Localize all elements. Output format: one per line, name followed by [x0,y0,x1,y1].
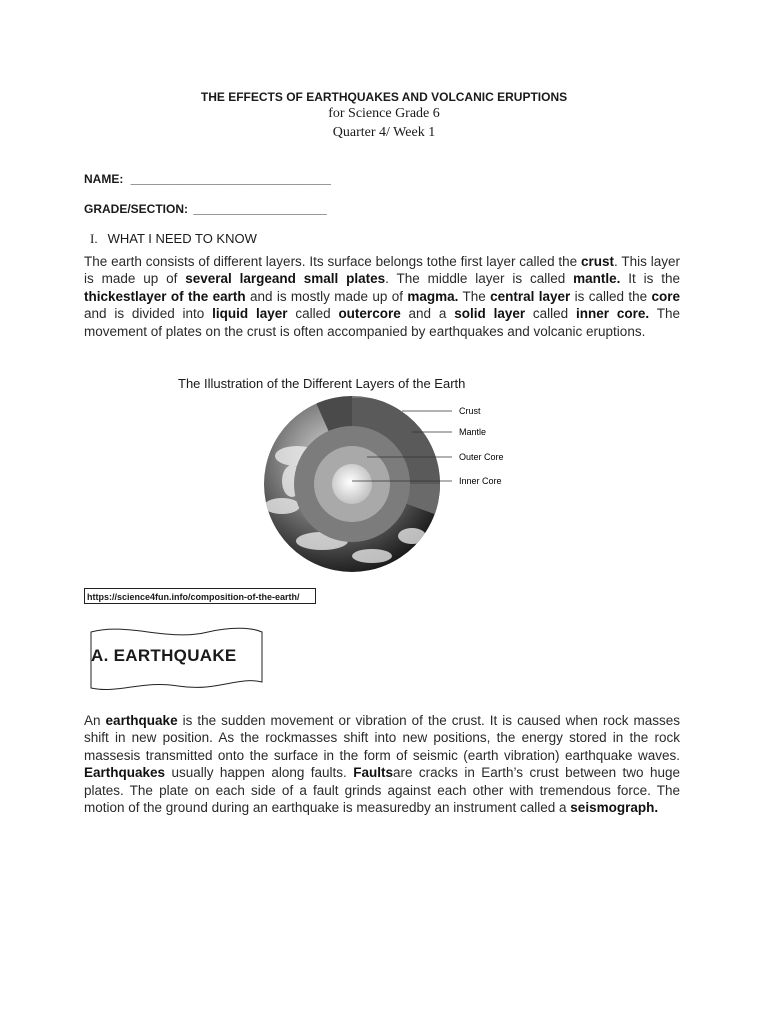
earth-layers-illustration [252,396,512,580]
source-link[interactable]: https://science4fun.info/composition-of-the-earth/ [84,588,316,604]
label-mantle: Mantle [459,427,487,437]
label-crust: Crust [459,406,481,416]
section-title: WHAT I NEED TO KNOW [107,231,257,246]
earthquake-paragraph: An earthquake is the sudden movement or vibration of the crust. It is caused when rock masses shift in new position. As the rockmasses shift into new positions, the energy stored in the rock massesis transmitted onto the surface in the form of seismic (earth vibration) earthquake waves. Earthquakes usually happen along faults. Faultsare cracks in Earth’s crust between two huge plates. The plate on each side of a fault grinds against each other with tremendous force. The motion of the ground during an earthquake is measuredby an instrument called a seismograph. [84,713,681,816]
section-heading [90,231,257,247]
section-a-title: A. EARTHQUAKE [91,646,237,665]
figure-caption: The Illustration of the Different Layers of the Earth [178,376,466,391]
section-number: I. [90,231,98,246]
name-label: NAME: [84,172,124,186]
grade-label: GRADE/SECTION: [84,202,189,216]
grade-blank: ____________________ [193,202,327,216]
name-field [84,172,331,186]
document-period: Quarter 4/ Week 1 [332,125,436,140]
document-title: THE EFFECTS OF EARTHQUAKES AND VOLCANIC ERUPTIONS [200,90,568,104]
label-inner-core: Inner Core [459,476,502,486]
intro-paragraph: The earth consists of different layers. Its surface belongs tothe first layer called the crust. This layer is made up of several largeand small plates. The middle layer is called mantle. It is the thickestlayer of the earth and is mostly made up of magma. The central layer is called the core and is divided into liquid layer called outercore and a solid layer called inner core. The movement of plates on the crust is often accompanied by earthquakes and volcanic eruptions. [84,254,681,339]
name-blank: ______________________________ [130,172,331,186]
grade-field [84,202,327,216]
label-outer-core: Outer Core [459,452,504,462]
document-subtitle: for Science Grade 6 [328,106,440,121]
